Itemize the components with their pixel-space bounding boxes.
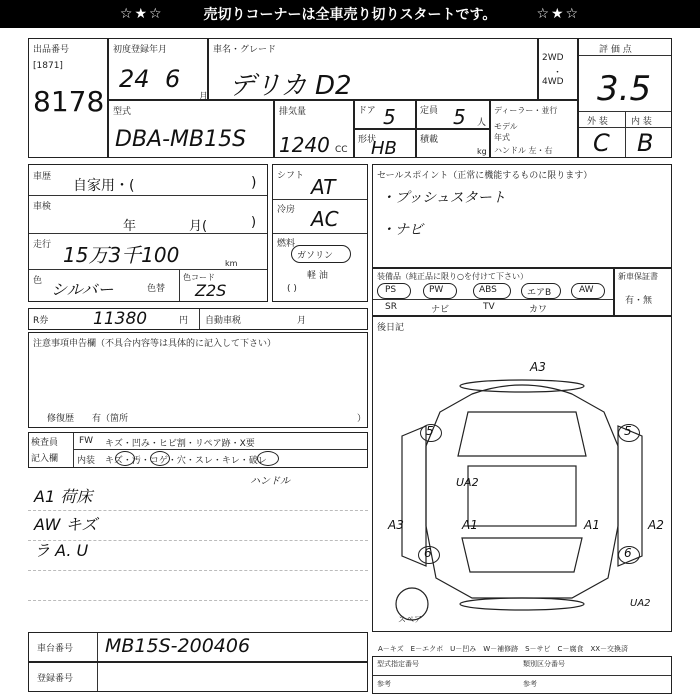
- doors-label: ドア: [358, 106, 376, 116]
- first-reg-month: 6: [165, 65, 181, 93]
- top-banner: [0, 0, 700, 28]
- lot-number: 8178: [33, 85, 105, 118]
- equip-leather: カワ: [529, 305, 548, 315]
- mileage-label: 走行: [33, 240, 52, 250]
- lot-label: 出品番号: [33, 45, 70, 55]
- inspector-note: ハンドル: [250, 476, 290, 487]
- displacement-label: 排気量: [279, 107, 307, 117]
- recycle-row: [28, 308, 368, 330]
- equipment-label: 装備品（純正品に限り○を付けて下さい）: [377, 272, 528, 281]
- lot-sub: [1871]: [33, 61, 63, 71]
- inspector-row1: キズ・凹み・ヒビ割・リペア跡・X要: [105, 439, 255, 449]
- equip-sr: SR: [385, 302, 397, 312]
- notes-label: 注意事項申告欄（不具合内容等は具体的に記入して下さい）: [33, 339, 277, 349]
- sales-point-line-1: ・プッシュスタート: [381, 190, 506, 206]
- load-label: 積載: [420, 135, 439, 145]
- aircon-value: AC: [311, 207, 339, 231]
- fuel-paren: ( ): [287, 284, 297, 294]
- car-name-box: [208, 38, 538, 100]
- later-label: 後日記: [377, 323, 405, 333]
- sales-point-label: セールスポイント（正常に機能するものに限ります）: [377, 171, 593, 181]
- shaken-label: 車検: [33, 202, 52, 212]
- equip-tv: TV: [483, 302, 495, 312]
- ref-right: 参考: [523, 680, 537, 688]
- damage-legend: A－キズ E－エクボ U－凹み W－補修跡 S－サビ C－腐食 XX－交換済: [378, 645, 629, 653]
- history-close: ): [251, 175, 257, 191]
- shift-value: AT: [311, 175, 336, 199]
- chassis-row: [28, 632, 368, 662]
- notes-repair: 修復歴 有（箇所: [47, 414, 129, 424]
- handwritten-3: ラ A. U: [34, 541, 89, 560]
- rating-box: [578, 38, 672, 158]
- mileage-value: 15万3千100: [63, 243, 180, 267]
- color-tone-label: 色替: [147, 284, 166, 294]
- capacity-box: [416, 100, 490, 129]
- first-reg-box: [108, 38, 208, 100]
- chassis-value: MB15S-200406: [105, 635, 251, 657]
- type-number-box: [372, 656, 672, 694]
- displacement-value: 1240: [279, 133, 330, 157]
- warranty-value: 有・無: [625, 296, 653, 306]
- drive-box: [538, 38, 578, 100]
- mark-ua2-mid: UA2: [456, 476, 479, 489]
- equip-navi: ナビ: [431, 305, 450, 315]
- mark-6-rear-left: 6: [424, 546, 432, 560]
- body-label: 形状: [358, 135, 377, 145]
- color-code: Z2S: [195, 281, 227, 300]
- load-unit: kg: [477, 147, 487, 156]
- model-value: DBA-MB15S: [115, 127, 247, 152]
- recycle-unit: 円: [179, 316, 189, 326]
- model-box: [108, 100, 274, 158]
- inspector-row1-head: FW: [79, 436, 94, 446]
- drive-2wd: 2WD: [542, 53, 564, 63]
- capacity-value: 5: [453, 105, 466, 129]
- history-value: 自家用・(: [73, 178, 135, 194]
- load-box: [416, 129, 490, 158]
- model-label: 型式: [113, 107, 132, 117]
- inspector-label-2: 記入欄: [31, 454, 59, 464]
- warranty-box: [614, 268, 672, 316]
- history-block: [28, 164, 268, 302]
- fuel-diesel: 軽 油: [307, 271, 328, 281]
- first-reg-year: 24: [119, 65, 150, 93]
- rating-ext: C: [593, 129, 610, 157]
- body-value: HB: [371, 138, 397, 159]
- car-diagram: [372, 316, 672, 632]
- dealer-box: [490, 100, 578, 158]
- sales-point-line-2: ・ナビ: [381, 222, 423, 238]
- dealer-line2: モデル: [494, 122, 518, 131]
- capacity-unit: 人: [477, 118, 487, 128]
- notes-box: [28, 332, 368, 428]
- rating-score: 3.5: [597, 69, 652, 109]
- fuel-gas: ガソリン: [297, 251, 334, 261]
- notes-repair-close: ）: [357, 414, 367, 424]
- dealer-handle: ハンドル 左・右: [494, 146, 553, 155]
- class-number-label: 類別区分番号: [523, 660, 565, 668]
- car-name-label: 車名・グレード: [213, 45, 277, 55]
- equip-abs: ABS: [479, 285, 497, 295]
- recycle-label: R券: [33, 316, 49, 326]
- shift-label: シフト: [277, 171, 305, 181]
- mark-6-rear-right: 6: [624, 546, 632, 560]
- doors-box: [354, 100, 416, 129]
- inspector-row2: キズ・汚・コゲ・穴・スレ・キレ・破レ: [105, 456, 267, 466]
- mark-a2-right: A2: [648, 518, 664, 532]
- handwritten-2: AW キズ: [34, 515, 98, 534]
- inspector-box: [28, 432, 368, 468]
- first-reg-label: 初度登録年月: [113, 45, 168, 55]
- shaken-month: 月(: [189, 219, 208, 234]
- rating-int-label: 内 装: [631, 117, 652, 127]
- chassis-label: 車台番号: [37, 644, 74, 654]
- color-value: シルバー: [51, 280, 114, 299]
- ref-left: 参考: [377, 680, 391, 688]
- shaken-close: ): [251, 215, 257, 230]
- drive-dot: ・: [553, 68, 563, 78]
- rating-int: B: [637, 129, 654, 157]
- drive-4wd: 4WD: [542, 77, 564, 87]
- mark-5-front-right: 5: [624, 424, 632, 438]
- mark-a3-top: A3: [530, 360, 546, 374]
- banner-stars-right: ☆★☆: [536, 6, 581, 22]
- body-box: [354, 129, 416, 158]
- mileage-unit: km: [225, 259, 238, 268]
- reg-label: 登録番号: [37, 674, 74, 684]
- warranty-label: 新車保証書: [618, 272, 658, 281]
- first-reg-month-unit: 月: [199, 92, 209, 102]
- rating-ext-label: 外 装: [587, 117, 608, 127]
- sales-point-box: [372, 164, 672, 268]
- equip-pw: PW: [429, 285, 444, 295]
- equip-ps: PS: [385, 285, 397, 295]
- dealer-line1: ディーラー・並行: [494, 106, 558, 115]
- tax-label: 自動車税: [205, 316, 242, 326]
- inspector-label-1: 検査員: [31, 438, 59, 448]
- rating-label: 評 価 点: [599, 45, 632, 55]
- equip-airbag: エアB: [527, 288, 552, 298]
- fuel-label: 燃料: [277, 239, 296, 249]
- inspector-row2-head: 内装: [77, 456, 96, 466]
- aircon-label: 冷房: [277, 205, 296, 215]
- mark-a1-right: A1: [584, 518, 600, 532]
- reg-row: [28, 662, 368, 692]
- mark-a3-left: A3: [388, 518, 404, 532]
- color-label: 色: [33, 276, 43, 286]
- mark-a1-left: A1: [462, 518, 478, 532]
- color-code-label: 色コード: [183, 273, 215, 282]
- history-label: 車歴: [33, 172, 52, 182]
- type-designation-label: 型式指定番号: [377, 660, 419, 668]
- displacement-unit: CC: [335, 145, 348, 155]
- capacity-label: 定員: [420, 106, 439, 116]
- shaken-year: 年: [123, 219, 137, 234]
- banner-text: 売切りコーナーは全車売り切りスタートです。: [203, 7, 497, 23]
- spare-label: スペア: [398, 615, 422, 624]
- lot-box: [28, 38, 108, 158]
- recycle-value: 11380: [93, 309, 148, 329]
- mark-5-front-left: 5: [426, 424, 434, 438]
- spec-block: [272, 164, 368, 302]
- dealer-line3: 年式: [494, 133, 510, 142]
- mark-ua2-bottom: UA2: [630, 598, 651, 609]
- displacement-box: [274, 100, 354, 158]
- car-name-value: デリカ D2: [229, 71, 352, 101]
- equip-aw: AW: [579, 285, 594, 295]
- banner-stars-left: ☆★☆: [119, 6, 164, 22]
- handwritten-1: A1 荷床: [34, 487, 93, 506]
- equipment-box: [372, 268, 614, 316]
- tax-month: 月: [297, 316, 307, 326]
- doors-value: 5: [383, 105, 396, 129]
